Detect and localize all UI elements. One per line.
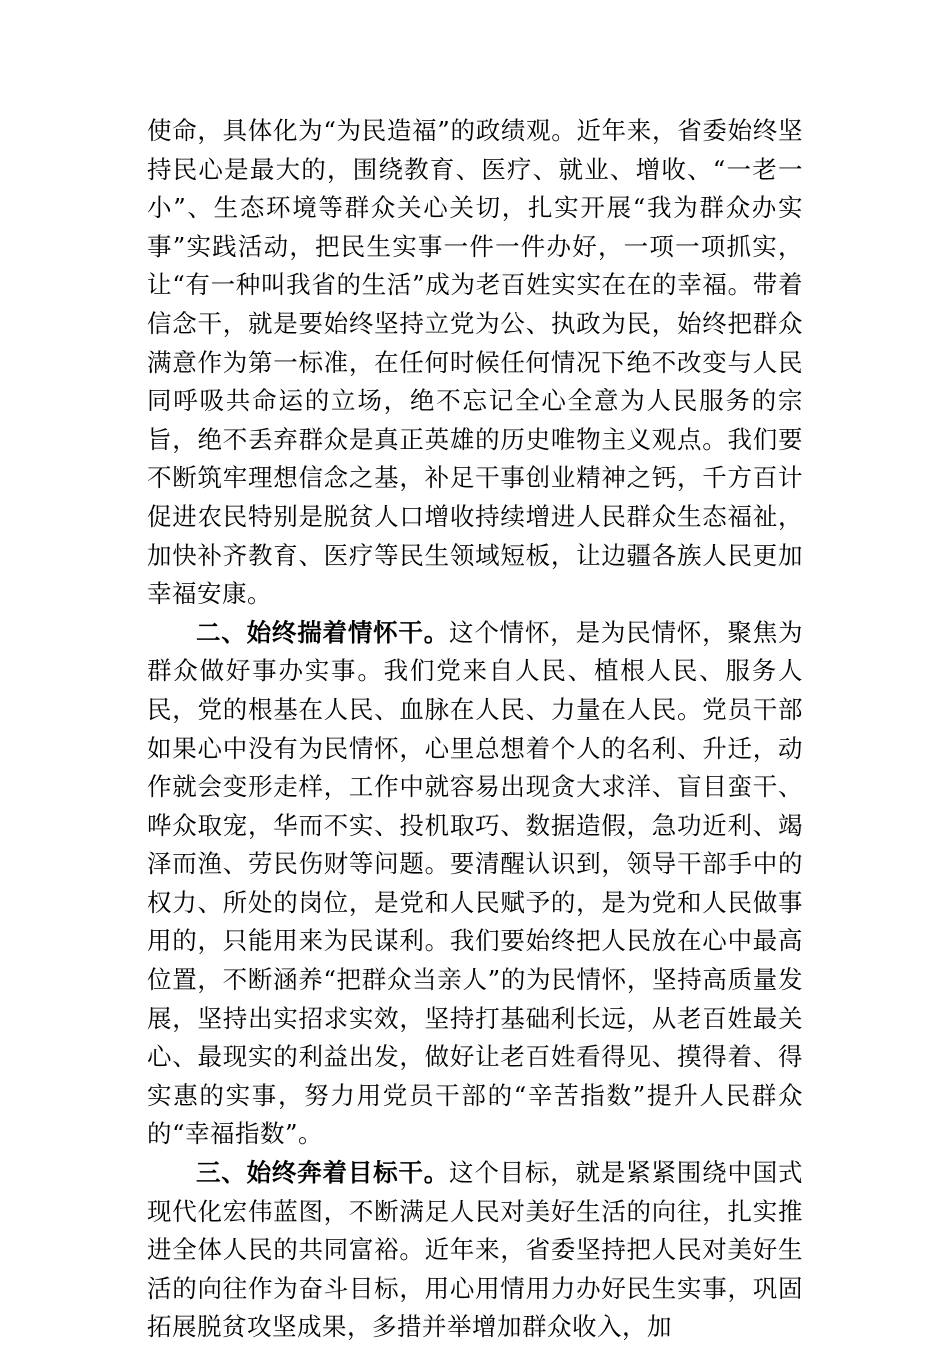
section-heading-3: 三、始终奔着目标干。	[196, 1158, 450, 1188]
paragraph-1-text: 使命，具体化为“为民造福”的政绩观。近年来，省委始终坚持民心是最大的，围绕教育、医疗、就业、增收、“一老一小”、生态环境等群众关心关切，扎实开展“我为群众办实事”实践活动，把民生实事一件一件办好，一项一项抓实，让“有一种叫我省的生活”成为老百姓实实在在的幸福。带着信念干，就是要始终坚持立党为公、执政为民，始终把群众满意作为第一标准，在任何时候任何情况下绝不改变与人民同呼吸共命运的立场，绝不忘记全心全意为人民服务的宗旨，绝不丢弃群众是真正英雄的历史唯物主义观点。我们要不断筑牢理想信念之基，补足干事创业精神之钙，千方百计促进农民特别是脱贫人口增收持续增进人民群众生态福祉，加快补齐教育、医疗等民生领域短板，让边疆各族人民更加幸福安康。	[147, 116, 803, 609]
paragraph-1	[147, 112, 803, 614]
paragraph-3	[147, 1154, 803, 1347]
paragraph-3-text: 这个目标，就是紧紧围绕中国式现代化宏伟蓝图，不断满足人民对美好生活的向往，扎实推进全体人民的共同富裕。近年来，省委坚持把人民对美好生活的向往作为奋斗目标，用心用情用力办好民生实事，巩固拓展脱贫攻坚成果，多措并举增加群众收入，加	[147, 1158, 804, 1342]
section-heading-2: 二、始终揣着情怀干。	[196, 617, 450, 647]
paragraph-2	[147, 614, 803, 1154]
paragraph-2-text: 这个情怀，是为民情怀，聚焦为群众做好事办实事。我们党来自人民、植根人民、服务人民，党的根基在人民、血脉在人民、力量在人民。党员干部如果心中没有为民情怀，心里总想着个人的名利、升迁，动作就会变形走样，工作中就容易出现贪大求洋、盲目蛮干、哗众取宠，华而不实、投机取巧、数据造假，急功近利、竭泽而渔、劳民伤财等问题。要清醒认识到，领导干部手中的权力、所处的岗位，是党和人民赋予的，是为党和人民做事用的，只能用来为民谋利。我们要始终把人民放在心中最高位置，不断涵养“把群众当亲人”的为民情怀，坚持高质量发展，坚持出实招求实效，坚持打基础利长远，从老百姓最关心、最现实的利益出发，做好让老百姓看得见、摸得着、得实惠的实事，努力用党员干部的“辛苦指数”提升人民群众的“幸福指数”。	[147, 617, 804, 1149]
document-body	[147, 112, 803, 1347]
